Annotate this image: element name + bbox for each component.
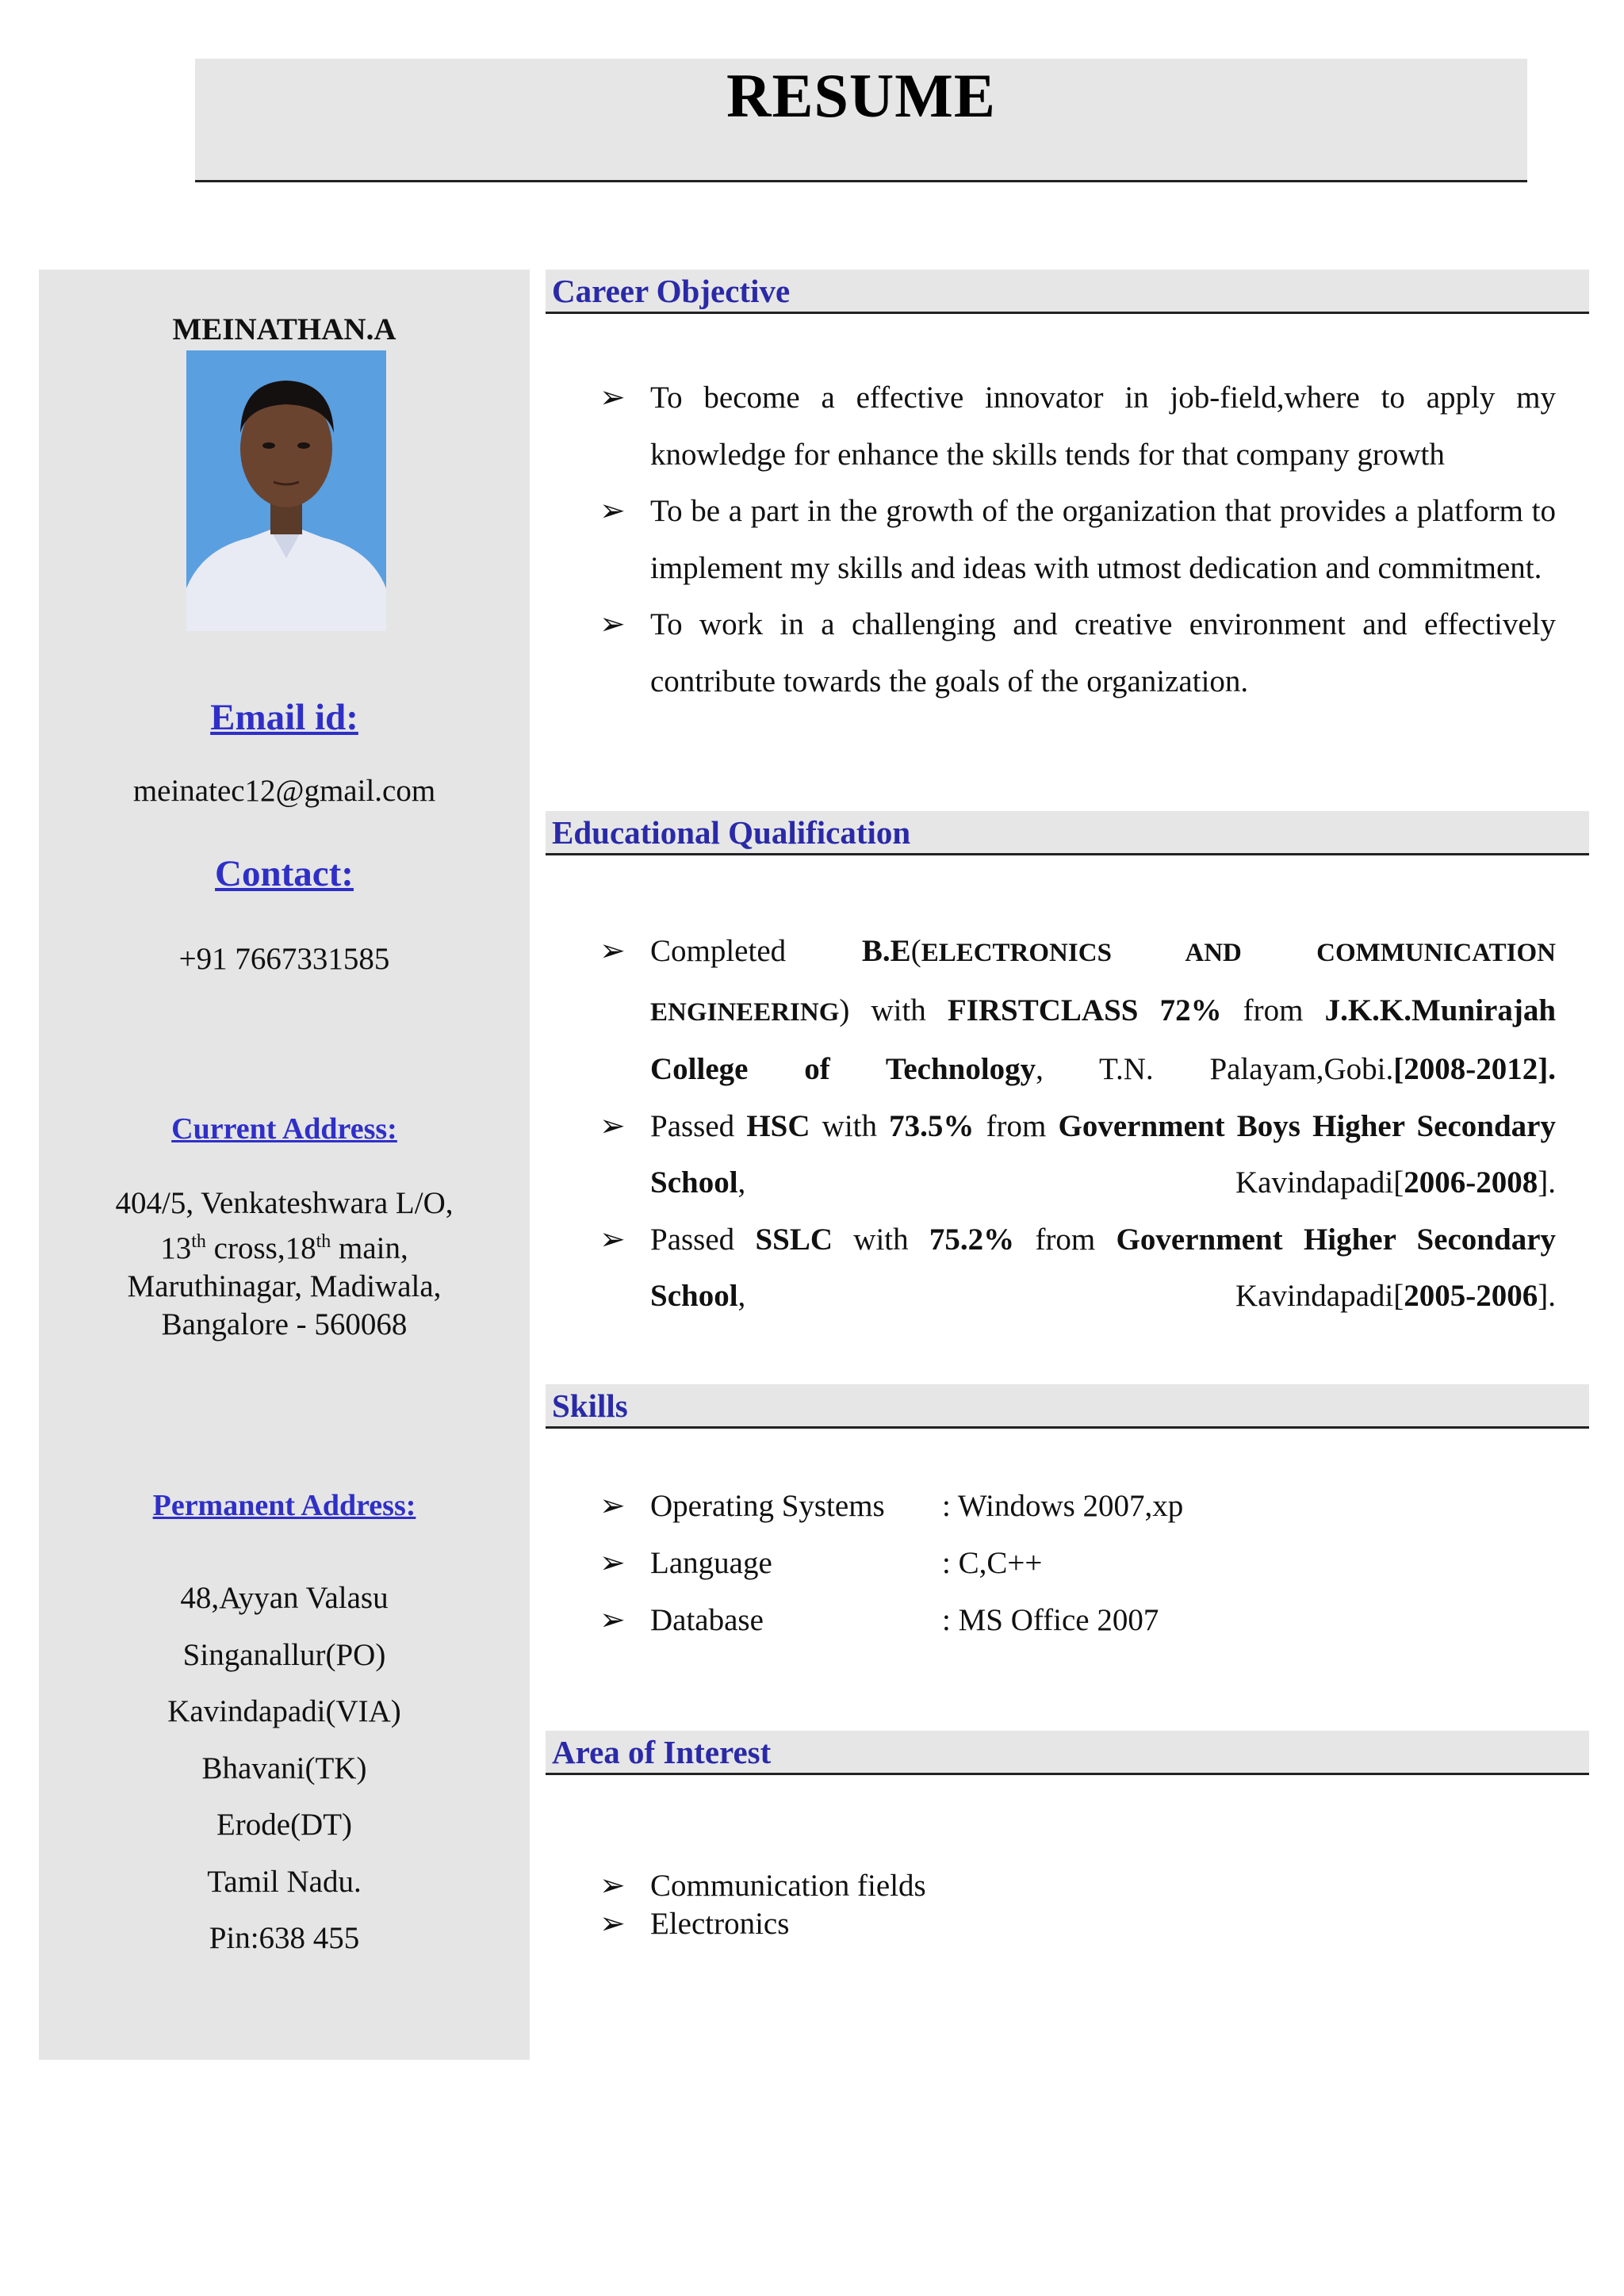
arrowhead-bullet-icon: ➢ <box>599 1907 626 1941</box>
list-item: ➢ To become a effective innovator in job-field,where to apply my knowledge for enhance the skills tends for that company growth <box>546 369 1589 483</box>
address-line: Bhavani(TK) <box>201 1751 367 1785</box>
arrowhead-bullet-icon: ➢ <box>599 1222 626 1257</box>
address-line: Tamil Nadu. <box>207 1864 362 1899</box>
arrowhead-bullet-icon: ➢ <box>599 607 626 641</box>
email-heading: Email id: <box>210 697 358 738</box>
education-list <box>546 923 1589 1325</box>
profile-photo <box>186 350 386 631</box>
address-line: Pin:638 455 <box>209 1921 360 1955</box>
current-address: 404/5, Venkateshwara L/O, 13th cross,18th main, Maruthinagar, Madiwala, Bangalore - 560068 <box>115 1186 454 1341</box>
permanent-address <box>39 1570 530 1967</box>
address-line: Singanallur(PO) <box>182 1637 386 1672</box>
arrowhead-bullet-icon: ➢ <box>599 1546 626 1580</box>
arrowhead-bullet-icon: ➢ <box>599 1869 626 1903</box>
list-item: ➢ To be a part in the growth of the organization that provides a platform to implement my skills and ideas with utmost dedication and commitment. <box>546 483 1589 596</box>
contact-heading: Contact: <box>215 853 354 894</box>
area-of-interest-heading: Area of Interest <box>546 1731 1589 1775</box>
education-heading: Educational Qualification <box>546 811 1589 855</box>
page-title: RESUME <box>726 61 996 130</box>
current-address-heading: Current Address: <box>171 1112 397 1146</box>
interest-list <box>546 1867 1589 1943</box>
list-item: ➢ Completed B.E(ELECTRONICS AND COMMUNICATION ENGINEERING) with FIRSTCLASS 72% from J.K.K.Munirajah College of Technology, T.N. Palayam,Gobi.[2008-2012]. <box>546 923 1589 1098</box>
skill-row: ➢ Database : MS Office 2007 <box>546 1592 1589 1649</box>
address-line: 48,Ayyan Valasu <box>180 1581 389 1615</box>
arrowhead-bullet-icon: ➢ <box>599 1489 626 1523</box>
sidebar <box>39 270 530 2060</box>
list-item: ➢ To work in a challenging and creative environment and effectively contribute towards the goals of the organization. <box>546 596 1589 710</box>
candidate-name: MEINATHAN.A <box>172 312 396 346</box>
permanent-address-heading: Permanent Address: <box>152 1489 416 1522</box>
phone-number[interactable]: +91 7667331585 <box>178 942 390 976</box>
arrowhead-bullet-icon: ➢ <box>599 1603 626 1637</box>
address-line: Kavindapadi(VIA) <box>167 1694 401 1728</box>
arrowhead-bullet-icon: ➢ <box>599 494 626 528</box>
arrowhead-bullet-icon: ➢ <box>599 934 626 968</box>
list-item: ➢ Communication fields <box>546 1867 1589 1905</box>
skills-heading: Skills <box>546 1384 1589 1429</box>
address-line: Erode(DT) <box>216 1808 353 1842</box>
skills-list <box>546 1478 1589 1649</box>
arrowhead-bullet-icon: ➢ <box>599 381 626 415</box>
title-band <box>195 59 1527 182</box>
email-address[interactable]: meinatec12@gmail.com <box>132 774 436 808</box>
list-item: ➢ Passed HSC with 73.5% from Government Boys Higher Secondary School, Kavindapadi[2006-2008]. <box>546 1098 1589 1211</box>
career-objective-list <box>546 369 1589 710</box>
arrowhead-bullet-icon: ➢ <box>599 1108 626 1143</box>
list-item: ➢ Passed SSLC with 75.2% from Government Higher Secondary School, Kavindapadi[2005-2006]. <box>546 1211 1589 1325</box>
skill-row: ➢ Operating Systems : Windows 2007,xp <box>546 1478 1589 1535</box>
skill-row: ➢ Language : C,C++ <box>546 1535 1589 1592</box>
list-item: ➢ Electronics <box>546 1905 1589 1943</box>
career-objective-heading: Career Objective <box>546 270 1589 314</box>
